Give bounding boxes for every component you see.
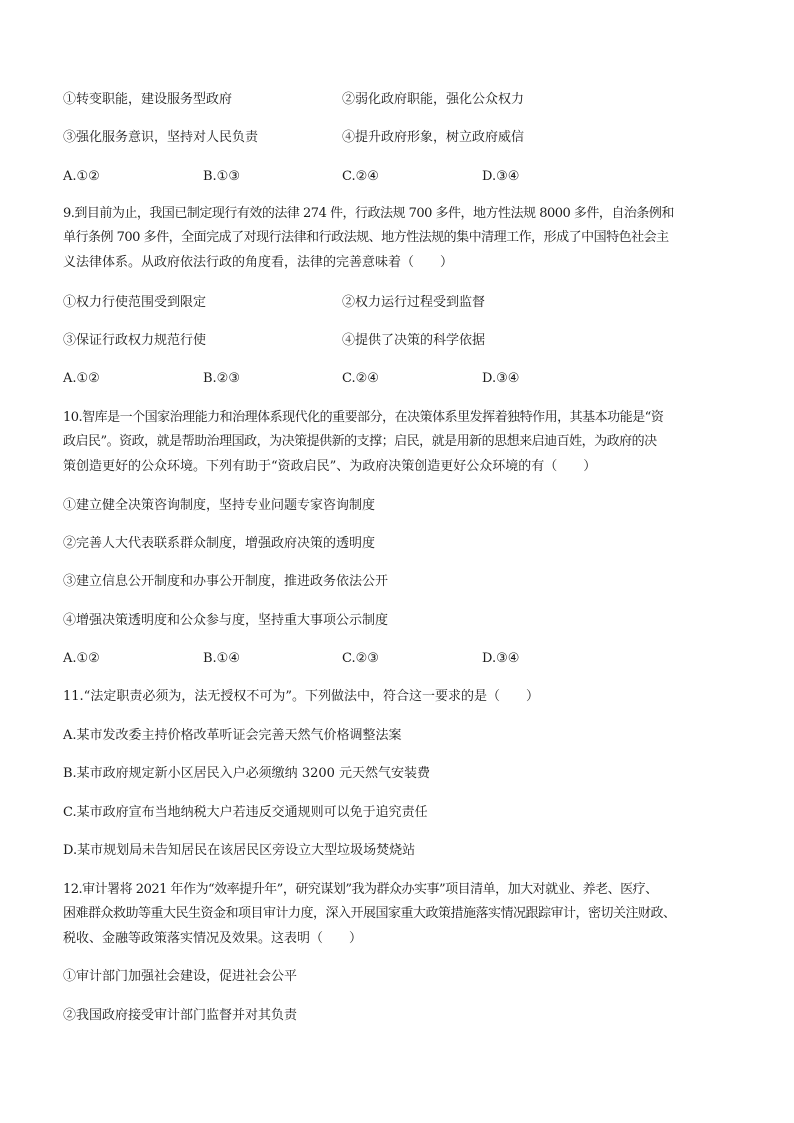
q9-option-b: B.②③: [203, 371, 240, 386]
q8-item-2: ②弱化政府职能，强化公众权力: [342, 92, 525, 107]
q9-item-1: ①权力行使范围受到限定: [63, 295, 207, 310]
q8-option-c: C.②④: [342, 169, 379, 184]
q9-option-a: A.①②: [63, 371, 100, 386]
q12-item-2: ②我国政府接受审计部门监督并对其负责: [63, 1008, 298, 1023]
q8-option-d: D.③④: [482, 169, 520, 184]
q8-option-b: B.①③: [203, 169, 240, 184]
q10-option-a: A.①②: [63, 651, 100, 666]
q12-item-1: ①审计部门加强社会建设，促进社会公平: [63, 969, 298, 984]
q9-item-4: ④提供了决策的科学依据: [342, 333, 486, 348]
q10-option-b: B.①④: [203, 651, 240, 666]
q8-item-3: ③强化服务意识，坚持对人民负责: [63, 130, 259, 145]
q8-item-1: ①转变职能，建设服务型政府: [63, 92, 233, 107]
q8-option-a: A.①②: [63, 169, 100, 184]
q11-option-b: B.某市政府规定新小区居民入户必须缴纳 3200 元天然气安装费: [63, 766, 431, 781]
q12-stem-line-2: 困难群众救助等重大民生资金和项目审计力度，深入开展国家重大政策措施落实情况跟踪审计，密切关注财政、: [63, 906, 676, 921]
q8-item-4: ④提升政府形象，树立政府威信: [342, 130, 525, 145]
q9-item-2: ②权力运行过程受到监督: [342, 295, 486, 310]
q11-option-d: D.某市规划局未告知居民在该居民区旁设立大型垃圾场焚烧站: [63, 843, 416, 858]
q9-stem-line-2: 单行条例 700 多件，全面完成了对现行法律和行政法规、地方性法规的集中清理工作，形成了中国特色社会主: [63, 230, 669, 245]
q9-option-d: D.③④: [482, 371, 520, 386]
q11-stem: 11.“法定职责必须为，法无授权不可为”。下列做法中，符合这一要求的是（ ）: [63, 689, 539, 704]
q10-stem-line-3: 策创造更好的公众环境。下列有助于“资政启民”、为政府决策创造更好公众环境的有（ ）: [63, 459, 597, 474]
q11-option-c: C.某市政府宣布当地纳税大户若违反交通规则可以免于追究责任: [63, 805, 428, 820]
q11-option-a: A.某市发改委主持价格改革听证会完善天然气价格调整法案: [63, 728, 402, 743]
q12-stem-line-3: 税收、金融等政策落实情况及效果。这表明（ ）: [63, 931, 363, 946]
q9-item-3: ③保证行政权力规范行使: [63, 333, 207, 348]
q10-item-2: ②完善人大代表联系群众制度，增强政府决策的透明度: [63, 536, 376, 551]
q10-item-1: ①建立健全决策咨询制度，坚持专业问题专家咨询制度: [63, 498, 376, 513]
q9-stem-line-3: 义法律体系。从政府依法行政的角度看，法律的完善意味着（ ）: [63, 255, 454, 270]
q10-option-d: D.③④: [482, 651, 520, 666]
q10-stem-line-1: 10.智库是一个国家治理能力和治理体系现代化的重要部分，在决策体系里发挥着独特作用，其基本功能是“资: [63, 410, 664, 425]
q10-item-4: ④增强决策透明度和公众参与度，坚持重大事项公示制度: [63, 613, 389, 628]
q10-stem-line-2: 政启民”。资政，就是帮助治理国政，为决策提供新的支撑；启民，就是用新的思想来启迪百姓，为政府的决: [63, 434, 657, 449]
q12-stem-line-1: 12.审计署将 2021 年作为“效率提升年”，研究谋划”我为群众办实事”项目清单，加大对就业、养老、医疗、: [63, 882, 658, 897]
q10-option-c: C.②③: [342, 651, 379, 666]
q10-item-3: ③建立信息公开制度和办事公开制度，推进政务依法公开: [63, 574, 389, 589]
q9-stem-line-1: 9.到目前为止，我国已制定现行有效的法律 274 件，行政法规 700 多件，地方性法规 8000 多件，自治条例和: [63, 206, 674, 221]
q9-option-c: C.②④: [342, 371, 379, 386]
